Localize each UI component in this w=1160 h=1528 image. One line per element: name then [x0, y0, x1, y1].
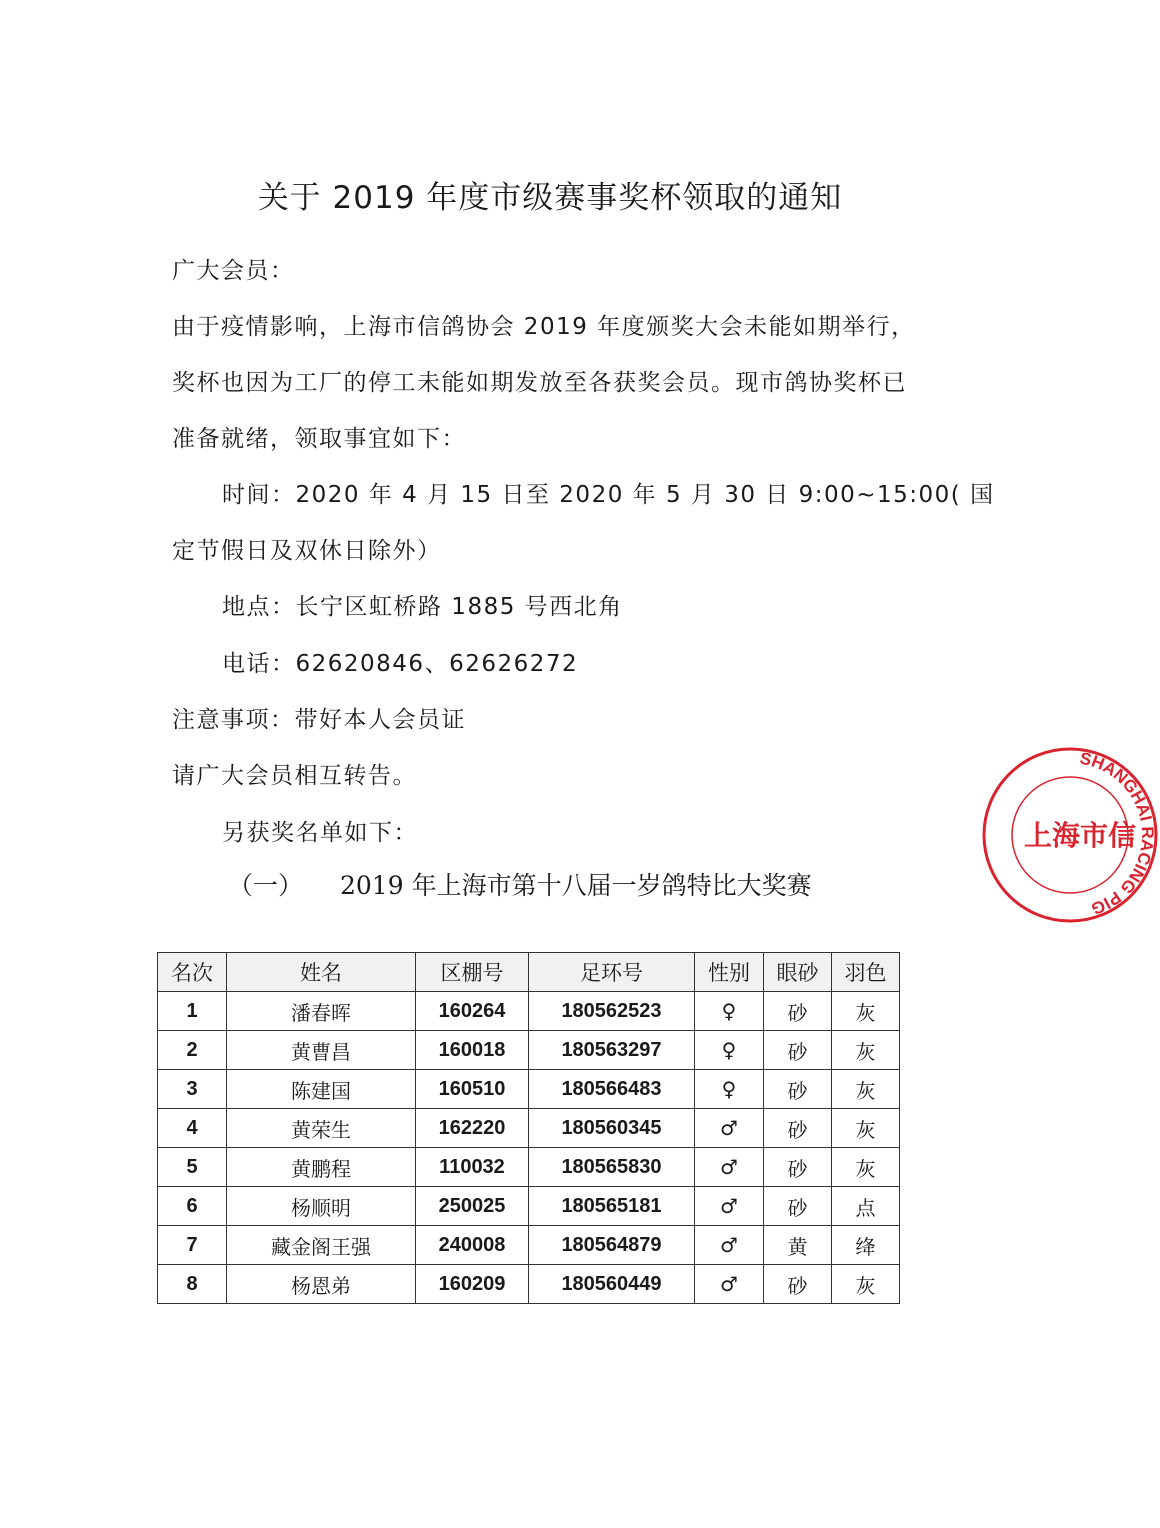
header-ring-number: 足环号 [529, 953, 695, 992]
cell-loft-number: 160264 [416, 992, 529, 1031]
cell-eye: 砂 [764, 1265, 832, 1304]
cell-eye: 砂 [764, 1109, 832, 1148]
table-row [158, 1226, 900, 1265]
paragraph-line: 准备就绪，领取事宜如下： [172, 426, 466, 452]
cell-name: 杨顺明 [227, 1187, 416, 1226]
cell-sex: ♂ [695, 1265, 764, 1304]
table-row [158, 1265, 900, 1304]
cell-name: 陈建国 [227, 1070, 416, 1109]
relay-line: 请广大会员相互转告。 [172, 763, 417, 789]
cell-rank: 4 [158, 1109, 227, 1148]
cell-rank: 6 [158, 1187, 227, 1226]
header-eye: 眼砂 [764, 953, 832, 992]
cell-color: 点 [832, 1187, 900, 1226]
header-sex: 性别 [695, 953, 764, 992]
cell-sex: ♂ [695, 1226, 764, 1265]
cell-name: 藏金阁王强 [227, 1226, 416, 1265]
cell-rank: 3 [158, 1070, 227, 1109]
cell-eye: 砂 [764, 1031, 832, 1070]
cell-color: 灰 [832, 1031, 900, 1070]
cell-ring-number: 180560345 [529, 1109, 695, 1148]
cell-color: 灰 [832, 1070, 900, 1109]
cell-rank: 1 [158, 992, 227, 1031]
section-name: 2019 年上海市第十八届一岁鸽特比大奖赛 [340, 871, 812, 900]
cell-color: 灰 [832, 1265, 900, 1304]
table-header-row [158, 953, 900, 992]
cell-sex: ♂ [695, 1148, 764, 1187]
greeting: 广大会员： [172, 258, 295, 284]
list-intro: 另获奖名单如下： [222, 820, 418, 846]
cell-ring-number: 180560449 [529, 1265, 695, 1304]
cell-eye: 砂 [764, 1187, 832, 1226]
cell-ring-number: 180562523 [529, 992, 695, 1031]
cell-name: 黄鹏程 [227, 1148, 416, 1187]
seal-english-text: SHANGHAI RACING PIG [1078, 748, 1158, 919]
phone-line: 电话：62620846、62626272 [222, 651, 579, 677]
cell-eye: 砂 [764, 1148, 832, 1187]
cell-ring-number: 180566483 [529, 1070, 695, 1109]
cell-color: 灰 [832, 1148, 900, 1187]
header-name: 姓名 [227, 953, 416, 992]
cell-color: 灰 [832, 1109, 900, 1148]
cell-rank: 5 [158, 1148, 227, 1187]
cell-ring-number: 180565830 [529, 1148, 695, 1187]
cell-name: 黄荣生 [227, 1109, 416, 1148]
cell-loft-number: 110032 [416, 1148, 529, 1187]
cell-eye: 黄 [764, 1226, 832, 1265]
cell-sex: ♂ [695, 1109, 764, 1148]
awards-table [157, 952, 900, 1304]
cell-ring-number: 180565181 [529, 1187, 695, 1226]
cell-ring-number: 180564879 [529, 1226, 695, 1265]
location-line: 地点：长宁区虹桥路 1885 号西北角 [222, 594, 623, 620]
cell-loft-number: 240008 [416, 1226, 529, 1265]
cell-sex: ♀ [695, 992, 764, 1031]
time-line-continued: 定节假日及双休日除外） [172, 538, 442, 564]
time-line: 时间：2020 年 4 月 15 日至 2020 年 5 月 30 日 9:00~15:00( 国 [222, 482, 995, 508]
section-heading [228, 866, 812, 902]
official-seal [980, 745, 1160, 925]
cell-name: 杨恩弟 [227, 1265, 416, 1304]
seal-chinese-text: 上海市信 [1024, 819, 1137, 852]
header-color: 羽色 [832, 953, 900, 992]
cell-color: 绛 [832, 1226, 900, 1265]
cell-eye: 砂 [764, 992, 832, 1031]
table-row [158, 1031, 900, 1070]
cell-rank: 8 [158, 1265, 227, 1304]
document-title: 关于 2019 年度市级赛事奖杯领取的通知 [257, 180, 843, 216]
paragraph-line: 由于疫情影响，上海市信鸽协会 2019 年度颁奖大会未能如期举行， [172, 314, 916, 340]
cell-loft-number: 250025 [416, 1187, 529, 1226]
cell-loft-number: 160209 [416, 1265, 529, 1304]
cell-loft-number: 162220 [416, 1109, 529, 1148]
cell-rank: 2 [158, 1031, 227, 1070]
table-row [158, 1148, 900, 1187]
cell-name: 潘春晖 [227, 992, 416, 1031]
cell-sex: ♀ [695, 1070, 764, 1109]
cell-name: 黄曹昌 [227, 1031, 416, 1070]
table-row [158, 1109, 900, 1148]
header-loft-number: 区棚号 [416, 953, 529, 992]
cell-rank: 7 [158, 1226, 227, 1265]
cell-color: 灰 [832, 992, 900, 1031]
cell-ring-number: 180563297 [529, 1031, 695, 1070]
table-row [158, 1187, 900, 1226]
cell-eye: 砂 [764, 1070, 832, 1109]
cell-loft-number: 160018 [416, 1031, 529, 1070]
cell-sex: ♂ [695, 1187, 764, 1226]
table-row [158, 1070, 900, 1109]
notice-line: 注意事项：带好本人会员证 [172, 707, 466, 733]
cell-loft-number: 160510 [416, 1070, 529, 1109]
paragraph-line: 奖杯也因为工厂的停工未能如期发放至各获奖会员。现市鸽协奖杯已 [172, 370, 907, 396]
table-row [158, 992, 900, 1031]
cell-sex: ♀ [695, 1031, 764, 1070]
header-rank: 名次 [158, 953, 227, 992]
section-index: （一） [228, 871, 304, 900]
